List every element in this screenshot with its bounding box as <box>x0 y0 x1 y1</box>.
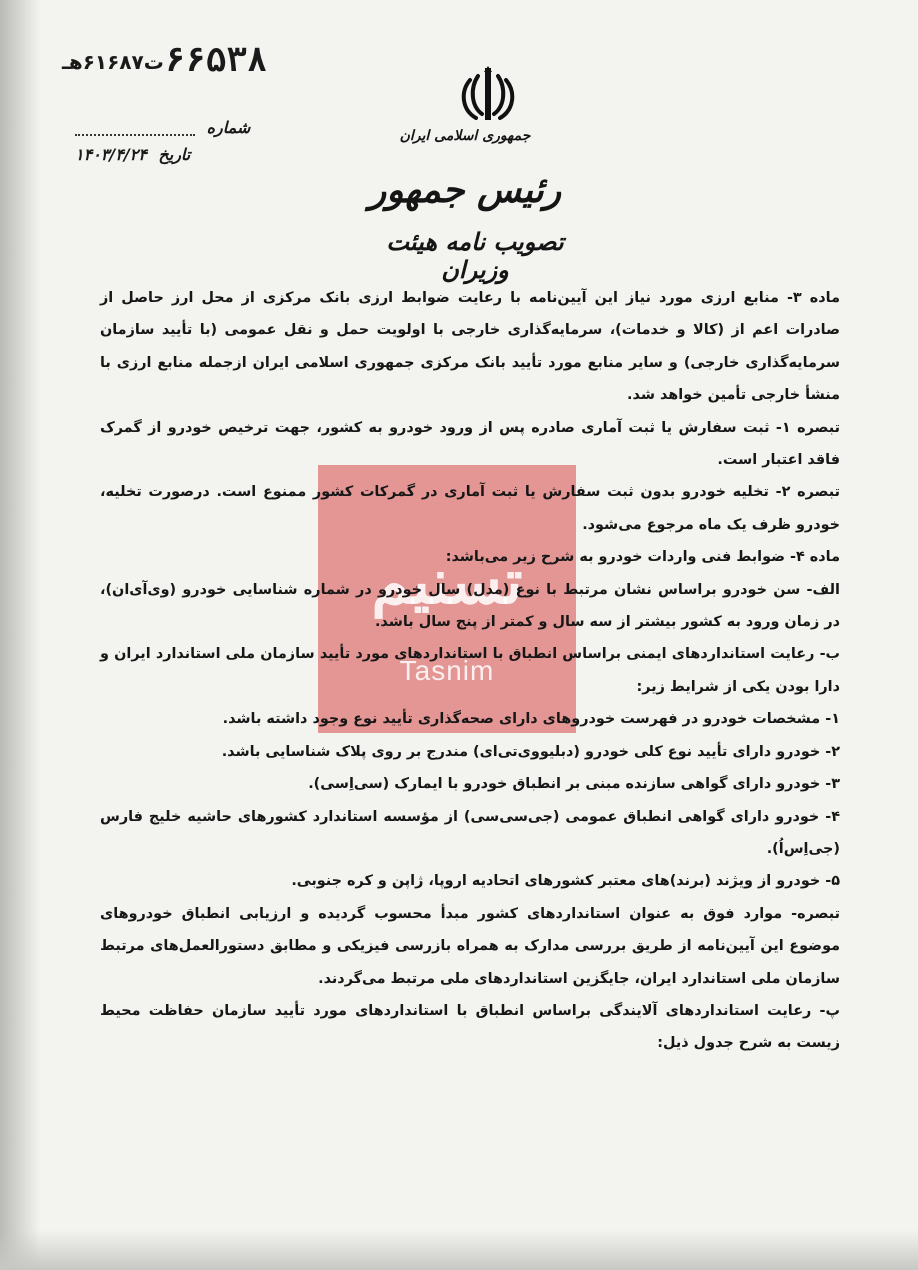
country-name: جمهوری اسلامی ایران <box>399 128 531 144</box>
page-shadow-left <box>0 0 40 1270</box>
decree-title: تصویب نامه هیئت وزیران <box>386 228 564 284</box>
decree-body <box>100 282 840 1060</box>
number-label: شماره <box>206 118 251 137</box>
watermark-text-en: Tasnim <box>399 655 495 686</box>
date-value: ۱۴۰۳/۴/۲۴ <box>75 145 147 164</box>
office-title: رئیس جمهور <box>368 170 562 211</box>
paragraph-note-1: تبصره ۱- ثبت سفارش یا ثبت آماری صادره پس از ورود خودرو به کشور، جهت ترخیص خودرو از گمرک فاقد اعتبار است. <box>100 419 840 469</box>
number-dotted-line <box>75 122 195 136</box>
paragraph-item-4: ۴- خودرو دارای گواهی انطباق عمومی (جی‌سی‌سی) از مؤسسه استاندارد کشورهای حاشیه خلیج فارس (جی‌اِس‌اُ). <box>100 808 840 857</box>
reference-number: ۶۶۵۳۸ <box>165 40 268 80</box>
paragraph-article-3: ماده ۳- منابع ارزی مورد نیاز این آیین‌نامه با رعایت ضوابط ارزی بانک مرکزی از محل ارز حاصل از صادرات اعم از (کالا و خدمات)، سرمایه‌گذاری خارجی با اولویت حمل و نقل عمومی (با تأیید سازمان سرمایه‌گذاری خارجی) و سایر منابع مورد تأیید بانک مرکزی جمهوری اسلامی ایران ازجمله منابع ارزی با منشأ خارجی تأمین خواهد شد. <box>100 290 840 404</box>
paragraph-item-3: ۳- خودرو دارای گواهی سازنده مبنی بر انطباق خودرو با ایمارک (سی‌اِسی). <box>308 776 840 793</box>
paragraph-clause-be: ب- رعایت استانداردهای ایمنی براساس انطباق با استانداردهای مورد تأیید سازمان ملی استاندارد ایران و دارا بودن یکی از شرایط زیر: <box>100 646 840 695</box>
date-label: تاریخ <box>158 145 191 164</box>
paragraph-note-2: تبصره ۲- تخلیه خودرو بدون ثبت سفارش یا ثبت آماری در گمرکات کشور ممنوع است. درصورت تخلیه، خودرو ظرف یک ماه مرجوع می‌شود. <box>100 484 840 533</box>
page-shadow-bottom <box>0 1230 918 1270</box>
paragraph-item-5: ۵- خودرو از ویژند (برند)های معتبر کشورهای اتحادیه اروپا، ژاپن و کره جنوبی. <box>291 873 840 890</box>
iran-emblem-icon <box>456 62 520 126</box>
paragraph-item-1: ۱- مشخصات خودرو در فهرست خودروهای دارای صحه‌گذاری تأیید نوع وجود داشته باشد. <box>222 711 840 728</box>
paragraph-item-2: ۲- خودرو دارای تأیید نوع کلی خودرو (دبلیووی‌تی‌ای) مندرج بر روی پلاک شناسایی باشد. <box>221 743 840 760</box>
watermark-text-fa: تسنیم <box>371 545 523 618</box>
paragraph-article-4: ماده ۴- ضوابط فنی واردات خودرو به شرح زیر می‌باشد: <box>445 549 840 566</box>
number-row <box>75 118 250 137</box>
date-row <box>75 145 190 164</box>
paragraph-clause-alef: الف- سن خودرو براساس نشان مرتبط با نوع (مدل) سال خودرو در شماره شناسایی خودرو (وی‌آی‌ان)، در زمان ورود به کشور بیشتر از سه سال و کمتر از پنج سال باشد. <box>100 581 840 631</box>
paragraph-clause-pe: پ- رعایت استانداردهای آلایندگی براساس انطباق با استانداردهای مورد تأیید سازمان حفاظت محیط زیست به شرح جدول ذیل: <box>100 1002 840 1052</box>
paragraph-note: تبصره- موارد فوق به عنوان استانداردهای کشور مبدأ محسوب گردیده و ارزیابی انطباق خودروهای موضوع این آیین‌نامه از طریق بررسی مدارک به همراه بازرسی فیزیکی و مطابق دستورالعمل‌های مرتبط سازمان ملی استاندارد ایران، جایگزین استانداردهای ملی مرتبط می‌گردند. <box>100 905 840 987</box>
reference-code: ت۶۱۶۸۷هـ <box>62 50 164 74</box>
